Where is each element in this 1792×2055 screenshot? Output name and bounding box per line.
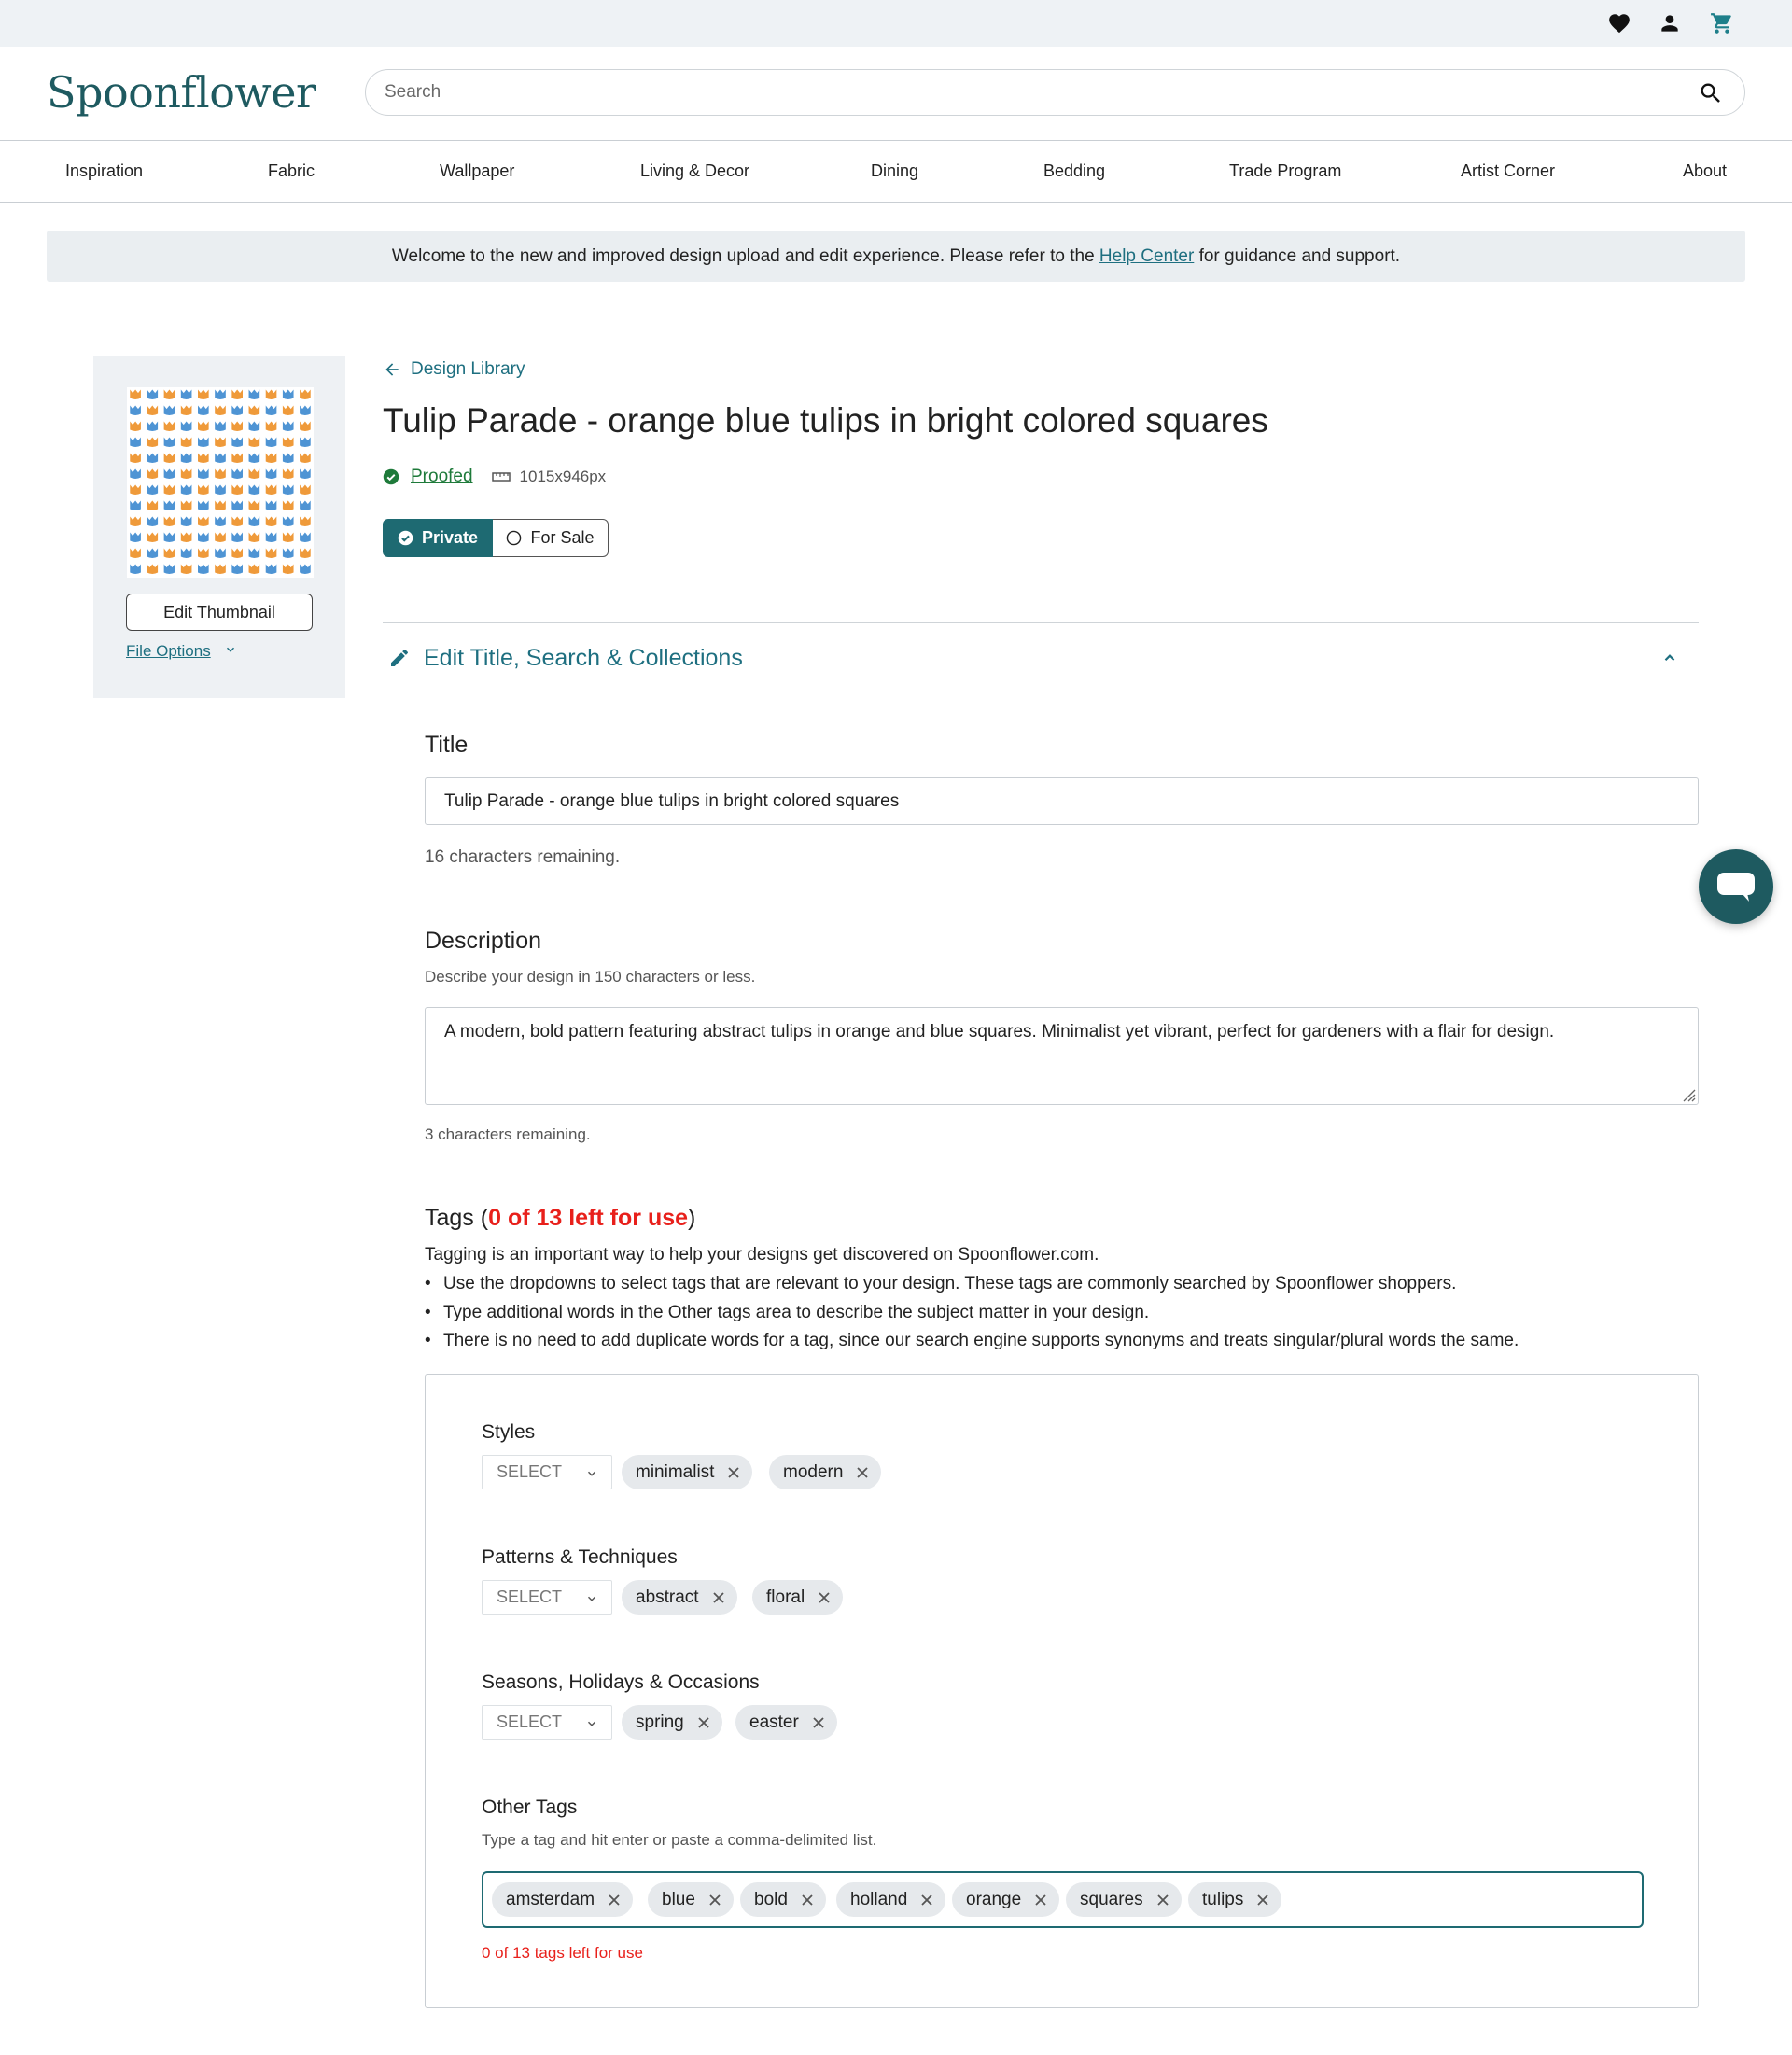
- bullet-text: There is no need to add duplicate words for a tag, since our search engine supports synonyms and treats singular/plural words the same.: [443, 1331, 1519, 1350]
- nav-item-trade-program[interactable]: Trade Program: [1229, 161, 1342, 180]
- other-tags-hint: Type a tag and hit enter or paste a comma-delimited list.: [482, 1831, 877, 1849]
- close-icon[interactable]: [711, 1590, 726, 1605]
- bullet-text: Use the dropdowns to select tags that are relevant to your design. These tags are commonly searched by Spoonflower shoppers.: [443, 1274, 1457, 1293]
- design-meta: [383, 467, 606, 487]
- close-icon[interactable]: [1155, 1893, 1170, 1908]
- user-icon[interactable]: [1657, 10, 1683, 36]
- tags-bullet: • There is no need to add duplicate words for a tag, since our search engine supports synonyms and treats singular/plural words the same.: [425, 1331, 1519, 1350]
- edit-section-title: Edit Title, Search & Collections: [424, 644, 743, 671]
- styles-select[interactable]: [482, 1455, 612, 1489]
- other-tags-input[interactable]: [482, 1871, 1644, 1928]
- close-icon[interactable]: [696, 1715, 711, 1730]
- description-hint: Describe your design in 150 characters or less.: [425, 968, 756, 986]
- styles-label: Styles: [482, 1421, 536, 1443]
- close-icon[interactable]: [1255, 1893, 1270, 1908]
- design-dimensions: 1015x946px: [519, 468, 607, 485]
- tag-chip: [622, 1705, 722, 1740]
- tag-chip-label: modern: [783, 1461, 844, 1482]
- select-placeholder: SELECT: [497, 1712, 563, 1731]
- description-label: Description: [425, 928, 542, 954]
- nav-item-wallpaper[interactable]: Wallpaper: [440, 161, 515, 180]
- utility-bar: [0, 0, 1792, 47]
- search-bar: [365, 69, 1745, 116]
- tags-bullet: • Use the dropdowns to select tags that are relevant to your design. These tags are commonly searched by Spoonflower shoppers.: [425, 1274, 1457, 1293]
- nav-item-living-decor[interactable]: Living & Decor: [640, 161, 750, 180]
- tag-chip-label: tulips: [1202, 1889, 1244, 1909]
- select-placeholder: SELECT: [497, 1587, 563, 1606]
- chevron-down-icon: [585, 1717, 598, 1730]
- tag-chip: [1188, 1882, 1281, 1917]
- close-icon[interactable]: [800, 1893, 815, 1908]
- design-thumbnail: [127, 387, 314, 578]
- tags-left-count: 0 of 13 left for use: [488, 1205, 689, 1231]
- close-icon[interactable]: [811, 1715, 826, 1730]
- tag-chip: [622, 1455, 752, 1489]
- proofed-status-link[interactable]: Proofed: [411, 467, 473, 486]
- tags-heading-suffix: ): [688, 1205, 696, 1231]
- site-header: [0, 47, 1792, 141]
- nav-item-about[interactable]: About: [1683, 161, 1728, 180]
- nav-item-artist-corner[interactable]: Artist Corner: [1461, 161, 1556, 180]
- tag-chip: [648, 1882, 734, 1917]
- back-to-library-link[interactable]: [383, 359, 525, 380]
- tag-chip: [622, 1580, 737, 1615]
- private-label: Private: [421, 528, 479, 547]
- check-circle-icon: [398, 530, 413, 546]
- tag-chip-label: minimalist: [636, 1461, 715, 1482]
- tag-chip: [836, 1882, 945, 1917]
- tag-chip-label: spring: [636, 1712, 684, 1732]
- main-nav: [0, 141, 1792, 203]
- tag-chip-label: floral: [766, 1587, 805, 1607]
- tag-chip-label: abstract: [636, 1587, 699, 1607]
- help-center-link[interactable]: Help Center: [1099, 246, 1195, 266]
- title-remaining: 16 characters remaining.: [425, 847, 621, 867]
- check-circle-icon: [383, 468, 399, 485]
- edit-section-header[interactable]: [388, 640, 1699, 676]
- banner-text-end: for guidance and support.: [1194, 246, 1401, 266]
- file-options-link[interactable]: File Options: [126, 642, 211, 660]
- section-divider: [383, 622, 1699, 623]
- select-placeholder: SELECT: [497, 1462, 563, 1481]
- edit-thumbnail-button[interactable]: Edit Thumbnail: [126, 594, 313, 631]
- tag-chip-label: amsterdam: [506, 1889, 595, 1909]
- description-textarea[interactable]: [425, 1007, 1699, 1105]
- tags-heading-prefix: Tags (: [425, 1205, 489, 1231]
- close-icon[interactable]: [726, 1465, 741, 1480]
- search-icon[interactable]: [1698, 80, 1724, 106]
- title-input[interactable]: [425, 777, 1699, 825]
- ruler-icon: [492, 470, 511, 483]
- description-remaining: 3 characters remaining.: [425, 1125, 591, 1143]
- tag-chip-label: orange: [966, 1889, 1022, 1909]
- tag-chip: [769, 1455, 881, 1489]
- close-icon[interactable]: [707, 1893, 722, 1908]
- tag-chip: [952, 1882, 1059, 1917]
- close-icon[interactable]: [607, 1893, 622, 1908]
- nav-item-dining[interactable]: Dining: [871, 161, 919, 180]
- tags-limit-error: 0 of 13 tags left for use: [482, 1944, 643, 1962]
- chat-bubble-icon: [1715, 869, 1757, 904]
- nav-item-inspiration[interactable]: Inspiration: [65, 161, 144, 180]
- for-sale-option[interactable]: [493, 519, 609, 557]
- chevron-up-icon[interactable]: [1661, 650, 1678, 666]
- tag-chip-label: squares: [1080, 1889, 1143, 1909]
- patterns-select[interactable]: [482, 1580, 612, 1615]
- arrow-left-icon: [383, 360, 401, 379]
- private-option[interactable]: [383, 519, 493, 557]
- back-link-label: Design Library: [411, 359, 525, 379]
- cart-icon[interactable]: [1709, 10, 1735, 36]
- tag-chip: [492, 1882, 633, 1917]
- tags-heading: [425, 1205, 695, 1232]
- tag-chip-label: bold: [754, 1889, 788, 1909]
- close-icon[interactable]: [1033, 1893, 1048, 1908]
- nav-item-bedding[interactable]: Bedding: [1043, 161, 1106, 180]
- tag-chip-label: easter: [749, 1712, 799, 1732]
- other-tags-label: Other Tags: [482, 1796, 578, 1818]
- chevron-down-icon: [585, 1592, 598, 1605]
- nav-item-fabric[interactable]: Fabric: [268, 161, 315, 180]
- tags-bullet: • Type additional words in the Other tags area to describe the subject matter in your design.: [425, 1303, 1150, 1322]
- seasons-label: Seasons, Holidays & Occasions: [482, 1671, 760, 1693]
- patterns-label: Patterns & Techniques: [482, 1546, 678, 1568]
- bullet-text: Type additional words in the Other tags area to describe the subject matter in your design.: [443, 1303, 1150, 1322]
- close-icon[interactable]: [855, 1465, 870, 1480]
- tag-chip: [735, 1705, 837, 1740]
- tag-chip: [740, 1882, 826, 1917]
- spoonflower-logo[interactable]: Spoonflower: [47, 67, 316, 118]
- page-title: Tulip Parade - orange blue tulips in bright colored squares: [383, 401, 1268, 440]
- pencil-icon: [388, 647, 411, 669]
- resize-handle-icon[interactable]: [1681, 1087, 1696, 1102]
- heart-icon[interactable]: [1606, 10, 1632, 36]
- thumbnail-panel: [93, 356, 345, 698]
- banner-text: Welcome to the new and improved design upload and edit experience. Please refer to the: [391, 246, 1099, 266]
- radio-empty-icon: [506, 530, 522, 546]
- tags-intro: Tagging is an important way to help your designs get discovered on Spoonflower.com.: [425, 1245, 1099, 1265]
- close-icon[interactable]: [817, 1590, 832, 1605]
- tag-chip: [752, 1580, 843, 1615]
- chevron-down-icon[interactable]: [224, 643, 237, 656]
- tag-chip-label: blue: [662, 1889, 695, 1909]
- search-input[interactable]: [385, 70, 1673, 115]
- tag-chip-label: holland: [850, 1889, 908, 1909]
- tags-panel: [425, 1374, 1699, 2008]
- title-label: Title: [425, 732, 469, 758]
- chevron-down-icon: [585, 1467, 598, 1480]
- for-sale-label: For Sale: [530, 528, 595, 547]
- close-icon[interactable]: [919, 1893, 934, 1908]
- tag-chip: [1066, 1882, 1182, 1917]
- visibility-toggle: [383, 519, 609, 557]
- welcome-banner: [47, 231, 1745, 282]
- chat-button[interactable]: [1699, 849, 1773, 924]
- seasons-select[interactable]: [482, 1705, 612, 1740]
